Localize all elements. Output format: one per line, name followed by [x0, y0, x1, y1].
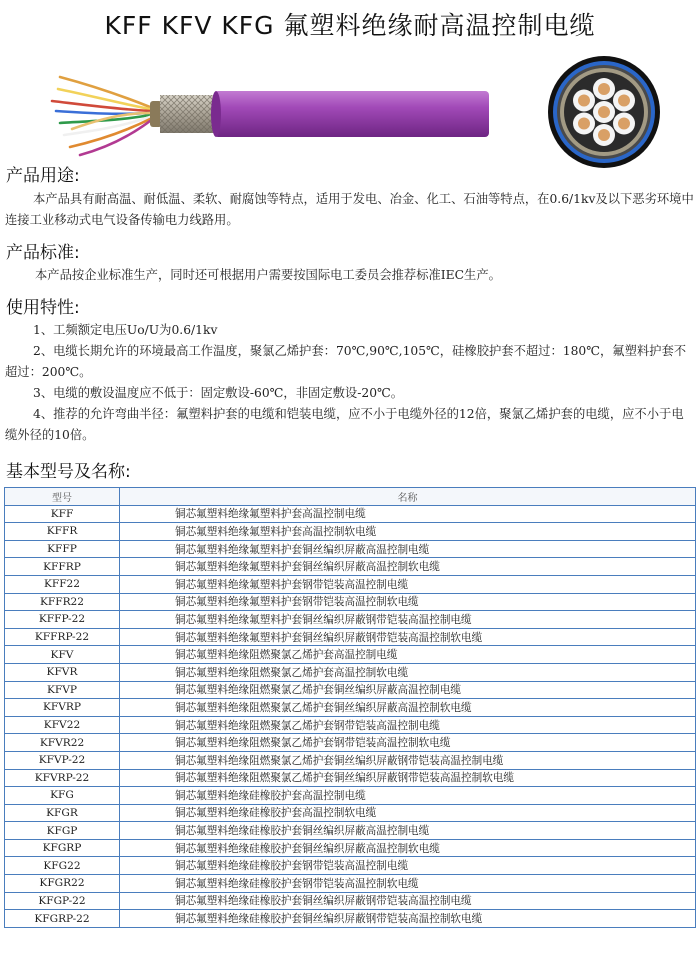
- model-name: 铜芯氟塑料绝缘阻燃聚氯乙烯护套铜丝编织屏蔽高温控制电缆: [120, 681, 696, 699]
- model-name: 铜芯氟塑料绝缘硅橡胶护套铜丝编织屏蔽钢带铠装高温控制软电缆: [120, 910, 696, 928]
- model-code: KFFRP-22: [5, 628, 120, 646]
- model-code: KFFP: [5, 540, 120, 558]
- standard-paragraph: 本产品按企业标准生产，同时还可根据用户需要按国际电工委员会推荐标准IEC生产。: [35, 268, 501, 282]
- table-row: [5, 681, 696, 699]
- standard-heading: 产品标准:: [6, 243, 80, 263]
- table-row: [5, 751, 696, 769]
- table-row: [5, 593, 696, 611]
- model-code: KFGP-22: [5, 892, 120, 910]
- table-row: [5, 558, 696, 576]
- model-name: 铜芯氟塑料绝缘阻燃聚氯乙烯护套钢带铠装高温控制软电缆: [120, 734, 696, 752]
- table-row: [5, 611, 696, 629]
- model-name: 铜芯氟塑料绝缘硅橡胶护套钢带铠装高温控制电缆: [120, 857, 696, 875]
- model-code: KFFRP: [5, 558, 120, 576]
- model-code: KFGP: [5, 822, 120, 840]
- table-row: [5, 575, 696, 593]
- model-name: 铜芯氟塑料绝缘阻燃聚氯乙烯护套铜丝编织屏蔽高温控制软电缆: [120, 699, 696, 717]
- usage-heading: 产品用途:: [6, 166, 80, 186]
- model-name: 铜芯氟塑料绝缘氟塑料护套钢带铠装高温控制电缆: [120, 575, 696, 593]
- model-name: 铜芯氟塑料绝缘硅橡胶护套铜丝编织屏蔽钢带铠装高温控制电缆: [120, 892, 696, 910]
- table-row: [5, 910, 696, 928]
- table-row: [5, 892, 696, 910]
- usage-text: [5, 189, 695, 231]
- features-heading: 使用特性:: [6, 298, 80, 318]
- table-header-row: [5, 488, 696, 506]
- model-code: KFV: [5, 646, 120, 664]
- model-code: KFGR22: [5, 875, 120, 893]
- model-code: KFVR22: [5, 734, 120, 752]
- model-name: 铜芯氟塑料绝缘氟塑料护套高温控制电缆: [120, 505, 696, 523]
- model-code: KFVR: [5, 663, 120, 681]
- table-row: [5, 646, 696, 664]
- model-name: 铜芯氟塑料绝缘氟塑料护套铜丝编织屏蔽高温控制电缆: [120, 540, 696, 558]
- table-row: [5, 734, 696, 752]
- model-name: 铜芯氟塑料绝缘硅橡胶护套铜丝编织屏蔽高温控制软电缆: [120, 839, 696, 857]
- table-row: [5, 822, 696, 840]
- model-code: KFVRP: [5, 699, 120, 717]
- model-name: 铜芯氟塑料绝缘硅橡胶护套铜丝编织屏蔽高温控制电缆: [120, 822, 696, 840]
- feature-item-4: 4、推荐的允许弯曲半径：氟塑料护套的电缆和铠装电缆，应不小于电缆外径的12倍，聚氯乙烯护套的电缆，应不小于电缆外径的10倍。: [5, 407, 684, 442]
- models-heading: 基本型号及名称:: [6, 462, 131, 482]
- model-name: 铜芯氟塑料绝缘氟塑料护套高温控制软电缆: [120, 523, 696, 541]
- exposed-wires: [52, 77, 150, 155]
- model-name: 铜芯氟塑料绝缘阻燃聚氯乙烯护套钢带铠装高温控制电缆: [120, 716, 696, 734]
- model-name: 铜芯氟塑料绝缘氟塑料护套铜丝编织屏蔽钢带铠装高温控制电缆: [120, 611, 696, 629]
- table-row: [5, 505, 696, 523]
- model-table: [4, 487, 696, 928]
- feature-item-1: 1、工频额定电压Uo/U为0.6/1kv: [33, 323, 218, 337]
- feature-item-2: 2、电缆长期允许的环境最高工作温度，聚氯乙烯护套：70℃,90℃,105℃，硅橡胶护套不超过：180℃，氟塑料护套不超过：200℃。: [5, 344, 687, 379]
- header-model: 型号: [5, 488, 120, 506]
- standard-text: [5, 265, 695, 286]
- usage-paragraph: 本产品具有耐高温、耐低温、柔软、耐腐蚀等特点，适用于发电、冶金、化工、石油等特点，在0.6/1kv及以下恶劣环境中连接工业移动式电气设备传输电力线路用。: [5, 192, 694, 227]
- model-code: KFF22: [5, 575, 120, 593]
- model-code: KFFR22: [5, 593, 120, 611]
- model-name: 铜芯氟塑料绝缘阻燃聚氯乙烯护套高温控制电缆: [120, 646, 696, 664]
- model-code: KFGRP: [5, 839, 120, 857]
- model-code: KFVP: [5, 681, 120, 699]
- model-name: 铜芯氟塑料绝缘氟塑料护套铜丝编织屏蔽高温控制软电缆: [120, 558, 696, 576]
- model-name: 铜芯氟塑料绝缘硅橡胶护套高温控制软电缆: [120, 804, 696, 822]
- model-name: 铜芯氟塑料绝缘氟塑料护套铜丝编织屏蔽钢带铠装高温控制软电缆: [120, 628, 696, 646]
- model-code: KFVRP-22: [5, 769, 120, 787]
- outer-sheath: [214, 91, 489, 137]
- model-code: KFFR: [5, 523, 120, 541]
- cable-side-view: [52, 77, 489, 155]
- cable-cross-section: [548, 56, 660, 168]
- model-code: KFVP-22: [5, 751, 120, 769]
- table-row: [5, 523, 696, 541]
- feature-item-3: 3、电缆的敷设温度应不低于：固定敷设-60℃，非固定敷设-20℃。: [33, 386, 404, 400]
- header-name: 名称: [120, 488, 696, 506]
- table-row: [5, 787, 696, 805]
- table-row: [5, 628, 696, 646]
- model-code: KFFP-22: [5, 611, 120, 629]
- model-code: KFG: [5, 787, 120, 805]
- features-text: [5, 320, 695, 446]
- table-row: [5, 769, 696, 787]
- table-row: [5, 875, 696, 893]
- model-name: 铜芯氟塑料绝缘氟塑料护套钢带铠装高温控制软电缆: [120, 593, 696, 611]
- model-code: KFG22: [5, 857, 120, 875]
- table-row: [5, 699, 696, 717]
- model-code: KFGRP-22: [5, 910, 120, 928]
- table-row: [5, 804, 696, 822]
- table-row: [5, 540, 696, 558]
- page-title: KFF KFV KFG 氟塑料绝缘耐高温控制电缆: [104, 11, 596, 40]
- model-name: 铜芯氟塑料绝缘阻燃聚氯乙烯护套高温控制软电缆: [120, 663, 696, 681]
- table-row: [5, 839, 696, 857]
- model-code: KFV22: [5, 716, 120, 734]
- model-code: KFGR: [5, 804, 120, 822]
- model-name: 铜芯氟塑料绝缘阻燃聚氯乙烯护套铜丝编织屏蔽钢带铠装高温控制电缆: [120, 751, 696, 769]
- product-illustration: [0, 55, 700, 170]
- model-name: 铜芯氟塑料绝缘硅橡胶护套钢带铠装高温控制软电缆: [120, 875, 696, 893]
- model-name: 铜芯氟塑料绝缘阻燃聚氯乙烯护套铜丝编织屏蔽钢带铠装高温控制软电缆: [120, 769, 696, 787]
- model-code: KFF: [5, 505, 120, 523]
- table-row: [5, 716, 696, 734]
- table-row: [5, 857, 696, 875]
- table-row: [5, 663, 696, 681]
- model-name: 铜芯氟塑料绝缘硅橡胶护套高温控制电缆: [120, 787, 696, 805]
